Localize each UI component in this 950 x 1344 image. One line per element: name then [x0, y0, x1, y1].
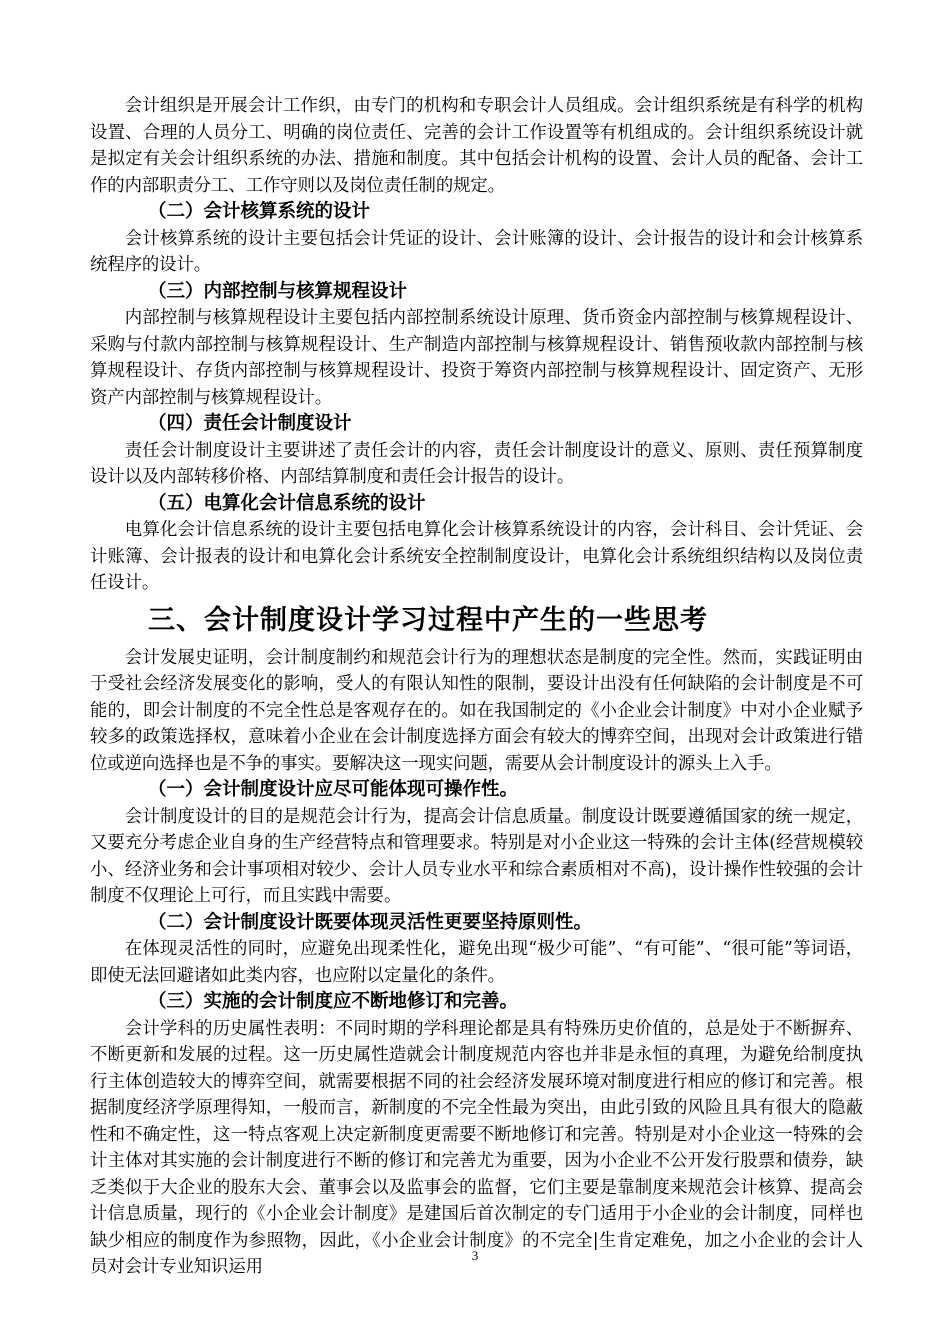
paragraph-computerized-accounting: 电算化会计信息系统的设计主要包括电算化会计核算系统设计的内容，会计科目、会计凭证、会计账簿、会计报表的设计和电算化会计系统安全控制制度设计，电算化会计系统组织结构以及岗位责任设计。	[90, 520, 863, 593]
paragraph-flexibility-principle: 在体现灵活性的同时，应避免出现柔性化，避免出现“极少可能”、“有可能”、“很可能”等词语，即使无法回避诸如此类内容，也应附以定量化的条件。	[90, 939, 863, 986]
paragraph-internal-control-design: 内部控制与核算规程设计主要包括内部控制系统设计原理、货币资金内部控制与核算规程设计、采购与付款内部控制与核算规程设计、生产制造内部控制与核算规程设计、销售预收款内部控制与核算规程设计、存货内部控制与核算规程设计、投资于筹资内部控制与核算规程设计、固定资产、无形资产内部控制与核算规程设计。	[90, 308, 863, 408]
subheading-flexibility-principle: （二）会计制度设计既要体现灵活性更要坚持原则性。	[148, 911, 593, 933]
document-page	[90, 93, 863, 1281]
paragraph-operability: 会计制度设计的目的是规范会计行为，提高会计信息质量。制度设计既要遵循国家的统一规定，又要充分考虑企业自身的生产经营特点和管理要求。特别是对小企业这一特殊的会计主体(经营规模较小、经济业务和会计事项相对较少、会计人员专业水平和综合素质相对不高)，设计操作性较强的会计制度不仅理论上可行，而且实践中需要。	[90, 806, 863, 906]
subheading-accounting-system-design: （二）会计核算系统的设计	[148, 201, 371, 222]
paragraph-accounting-system-design: 会计核算系统的设计主要包括会计凭证的设计、会计账簿的设计、会计报告的设计和会计核算系统程序的设计。	[90, 228, 863, 275]
paragraph-accounting-history: 会计发展史证明，会计制度制约和规范会计行为的理想状态是制度的完全性。然而，实践证明由于受社会经济发展变化的影响，受人的有限认知性的限制，要设计出没有任何缺陷的会计制度是不可能的，即会计制度的不完全性总是客观存在的。如在我国制定的《小企业会计制度》中对小企业赋予较多的政策选择权，意味着小企业在会计制度选择方面会有较大的博弈空间，出现对会计政策进行错位或逆向选择也是不争的事实。要解决这一现实问题，需要从会计制度设计的源头上入手。	[90, 647, 863, 774]
subheading-operability: （一）会计制度设计应尽可能体现可操作性。	[148, 779, 519, 800]
subheading-computerized-accounting: （五）电算化会计信息系统的设计	[148, 492, 426, 514]
subheading-responsibility-accounting: （四）责任会计制度设计	[148, 413, 352, 434]
subheading-revision: （三）实施的会计制度应不断地修订和完善。	[148, 991, 519, 1012]
paragraph-revision: 会计学科的历史属性表明：不同时期的学科理论都是具有特殊历史价值的，总是处于不断摒弃、不断更新和发展的过程。这一历史属性造就会计制度规范内容也并非是永恒的真理，为避免给制度执行主体创造较大的博弈空间，就需要根据不同的社会经济发展环境对制度进行相应的修订和完善。根据制度经济学原理得知，一般而言，新制度的不完全性最为突出，由此引致的风险且具有很大的隐蔽性和不确定性，这一特点客观上决定新制度更需要不断地修订和完善。特别是对小企业这一特殊的会计主体对其实施的会计制度进行不断的修订和完善尤为重要，因为小企业不公开发行股票和债券，缺乏类似于大企业的股东大会、董事会以及监事会的监督，它们主要是靠制度来规范会计核算、提高会计信息质量，现行的《小企业会计制度》是建国后首次制定的专门适用于小企业的会计制度，同样也缺少相应的制度作为参照物，因此，《小企业会计制度》的不完全|生肯定难免，加之小企业的会计人员对会计专业知识运用	[90, 1018, 863, 1277]
page-number: 3	[471, 1248, 479, 1263]
subheading-internal-control-design: （三）内部控制与核算规程设计	[148, 280, 408, 302]
paragraph-accounting-organization: 会计组织是开展会计工作织，由专门的机构和专职会计人员组成。会计组织系统是有科学的机构设置、合理的人员分工、明确的岗位责任、完善的会计工作设置等有机组成的。会计组织系统设计就是拟定有关会计组织系统的办法、措施和制度。其中包括会计机构的设置、会计人员的配备、会计工作的内部职责分工、工作守则以及岗位责任制的规定。	[90, 96, 863, 196]
paragraph-responsibility-accounting: 责任会计制度设计主要讲述了责任会计的内容，责任会计制度设计的意义、原则、责任预算制度设计以及内部转移价格、内部结算制度和责任会计报告的设计。	[90, 440, 863, 487]
section-heading-reflections: 三、会计制度设计学习过程中产生的一些思考	[148, 604, 708, 636]
